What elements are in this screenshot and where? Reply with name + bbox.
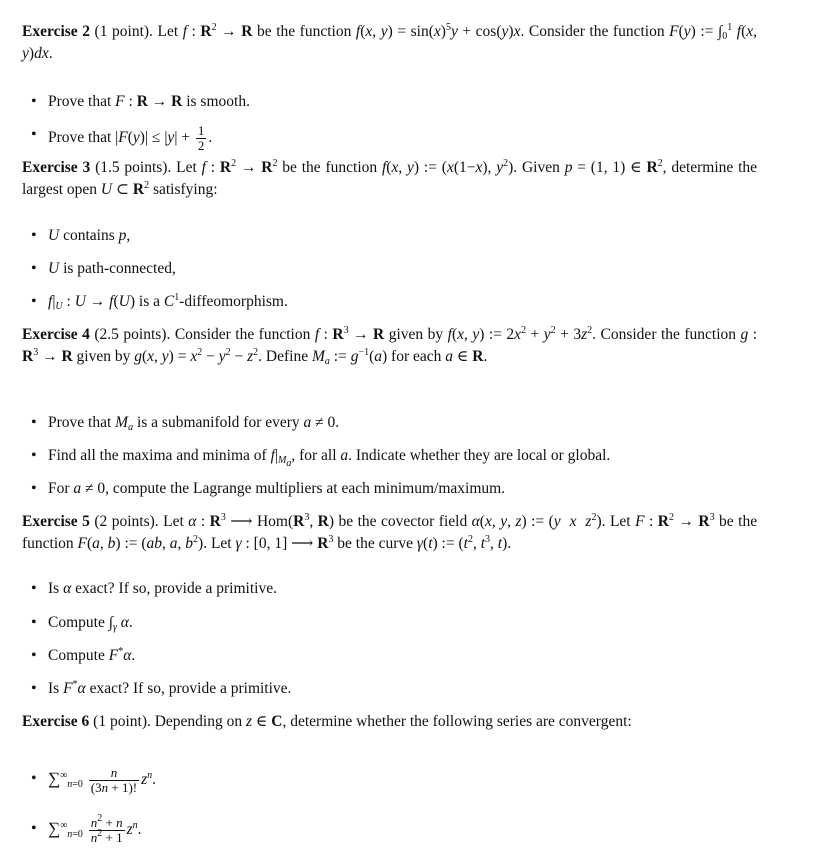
exercise-6-statement: Exercise 6 (1 point). Depending on z ∈ C, determine whether the following series are convergent: xyxy=(22,713,632,730)
exercise-3-points: (1.5 points). xyxy=(95,159,172,176)
exercise-3-item-2: • U is path-connected, xyxy=(48,258,176,280)
exercise-5-item-3: • Compute F*α. xyxy=(48,645,135,667)
exercise-5-points: (2 points). xyxy=(94,513,159,530)
exercise-6-item-2: • $\sum^\infty_{n=0}$ $\frac{n^2 + n}{n^2 + 1}$ $z^n$. xyxy=(48,814,142,847)
exercise-2-item-1: • Prove that F : R → R is smooth. xyxy=(48,91,250,113)
exercise-4-item-1: • Prove that $M_a$ is a submanifold for every a ≠ 0. xyxy=(48,412,339,434)
exercise-5-statement: Exercise 5 (2 points). Let α : $R^3$ ⟶ $Hom(R^3$, R) be the covector field α(x, y, z) := (y x $z^2$). Let F : $R^2 \to R^3$ be the function F(a, b) := (ab, a, $b^2$). Let γ : [0, 1] ⟶ $R^3$ be the curve γ(t) := ($t^2$, $t^3$, t). xyxy=(22,512,758,552)
exercise-2-statement: Exercise 2 (1 point). Let f : $R^2 \to R$ be the function f(x, $y) = \sin(x)^5y + \cos(y)x$. Consider the function F(y) := $\int_0^1$ f(x, y)dx. xyxy=(22,22,758,62)
exercise-5-item-4: • Is F*α exact? If so, provide a primitive. xyxy=(48,678,291,700)
exercise-5-item-2: • Compute $\int_\gamma$ α. xyxy=(48,612,133,634)
exercise-2-points: (1 point). xyxy=(94,23,153,40)
exercise-3-item-1: • U contains p, xyxy=(48,225,130,247)
exercise-4-heading: Exercise 4 xyxy=(22,326,90,343)
exercise-2-heading: Exercise 2 xyxy=(22,23,90,40)
exercise-3-statement: Exercise 3 (1.5 points). Let f : $R^2 \to R^2$ be the function f(x, y) := (x(1−x), $y^2$). Given p = (1, 1) ∈ $R^2$, determine the largest open U ⊂ $R^2$ satisfying: xyxy=(22,158,758,198)
exercise-4-points: (2.5 points). xyxy=(94,326,171,343)
exercise-3-item-3: • $f|_U$ : U → f(U) is a $C^1$-diffeomorphism. xyxy=(48,291,288,313)
exercise-5-item-1: • Is α exact? If so, provide a primitive. xyxy=(48,578,277,600)
exercise-2-item-2: • Prove that |F(y)| ≤ |y| + $\frac{1}{2}$ . xyxy=(48,124,212,153)
exercise-6-item-1: • $\sum^\infty_{n=0}$ $\frac{n}{(3n + 1)!}$ $z^n$. xyxy=(48,764,156,797)
exercise-6-points: (1 point). xyxy=(93,713,151,730)
exercise-4-statement: Exercise 4 (2.5 points). Consider the function f : $R^3 \to R$ given by f(x, y) := $2x^2 + y^2 + 3z^2$. Consider the function g : $R^3 \to R$ given by g(x, $y) = x^2 - y^2 - z^2$. Define $M_a$ := $g^{-1}(a)$ for each a ∈ R. xyxy=(22,325,758,367)
exercise-4-item-2: • Find all the maxima and minima of $f|_{M_a}$, for all a. Indicate whether they are local or global. xyxy=(48,445,610,467)
exercise-3-heading: Exercise 3 xyxy=(22,159,91,176)
exercise-4-item-3: • For a ≠ 0, compute the Lagrange multipliers at each minimum/maximum. xyxy=(48,478,505,500)
exercise-5-heading: Exercise 5 xyxy=(22,513,90,530)
exercise-6-heading: Exercise 6 xyxy=(22,713,90,730)
